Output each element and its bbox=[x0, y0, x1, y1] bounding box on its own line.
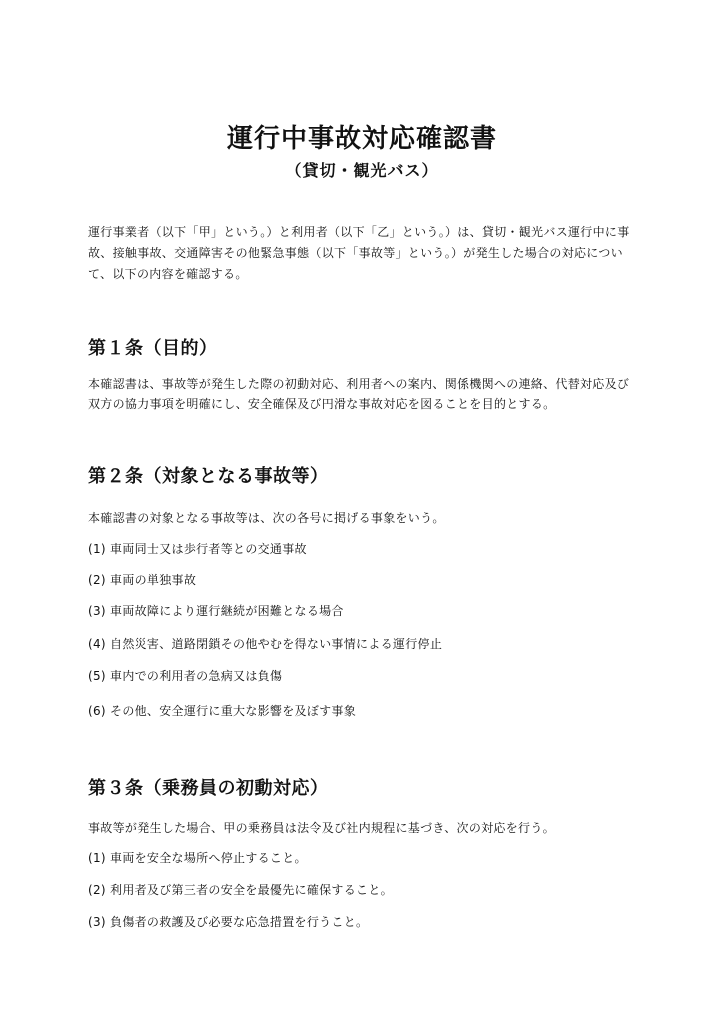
article-2-item-2: (2) 車両の単独事故 bbox=[88, 573, 197, 587]
article-2-item-1: (1) 車両同士又は歩行者等との交通事故 bbox=[88, 542, 307, 556]
document-subtitle: （貸切・観光バス） bbox=[285, 161, 439, 180]
article-3-text: 事故等が発生した場合、甲の乗務員は法令及び社内規程に基づき、次の対応を行う。 bbox=[88, 821, 555, 835]
article-1-text: 本確認書は、事故等が発生した際の初動対応、利用者への案内、関係機関への連絡、代替対応及び双方の協力事項を明確にし、安全確保及び円滑な事故対応を図ることを目的とする。 bbox=[88, 377, 630, 411]
article-2-heading: 第２条（対象となる事故等） bbox=[88, 466, 329, 487]
article-3-item-1: (1) 車両を安全な場所へ停止すること。 bbox=[88, 851, 307, 865]
article-3-heading: 第３条（乗務員の初動対応） bbox=[88, 778, 329, 799]
article-2-item-4: (4) 自然災害、道路閉鎖その他やむを得ない事情による運行停止 bbox=[88, 637, 443, 651]
intro-paragraph: 運行事業者（以下「甲」という。）と利用者（以下「乙」という。）は、貸切・観光バス運行中に事故、接触事故、交通障害その他緊急事態（以下「事故等」という。）が発生した場合の対応について、以下の内容を確認する。 bbox=[88, 225, 630, 281]
article-2-item-5: (5) 車内での利用者の急病又は負傷 bbox=[88, 669, 283, 683]
article-2-item-3: (3) 車両故障により運行継続が困難となる場合 bbox=[88, 604, 344, 618]
document-title: 運行中事故対応確認書 bbox=[226, 124, 497, 154]
article-3-item-3: (3) 負傷者の救護及び必要な応急措置を行うこと。 bbox=[88, 915, 369, 929]
article-1-heading: 第１条（目的） bbox=[88, 338, 218, 359]
article-3-item-2: (2) 利用者及び第三者の安全を最優先に確保すること。 bbox=[88, 883, 393, 897]
article-2-item-6: (6) その他、安全運行に重大な影響を及ぼす事象 bbox=[88, 704, 357, 718]
article-2-text: 本確認書の対象となる事故等は、次の各号に掲げる事象をいう。 bbox=[88, 511, 445, 525]
